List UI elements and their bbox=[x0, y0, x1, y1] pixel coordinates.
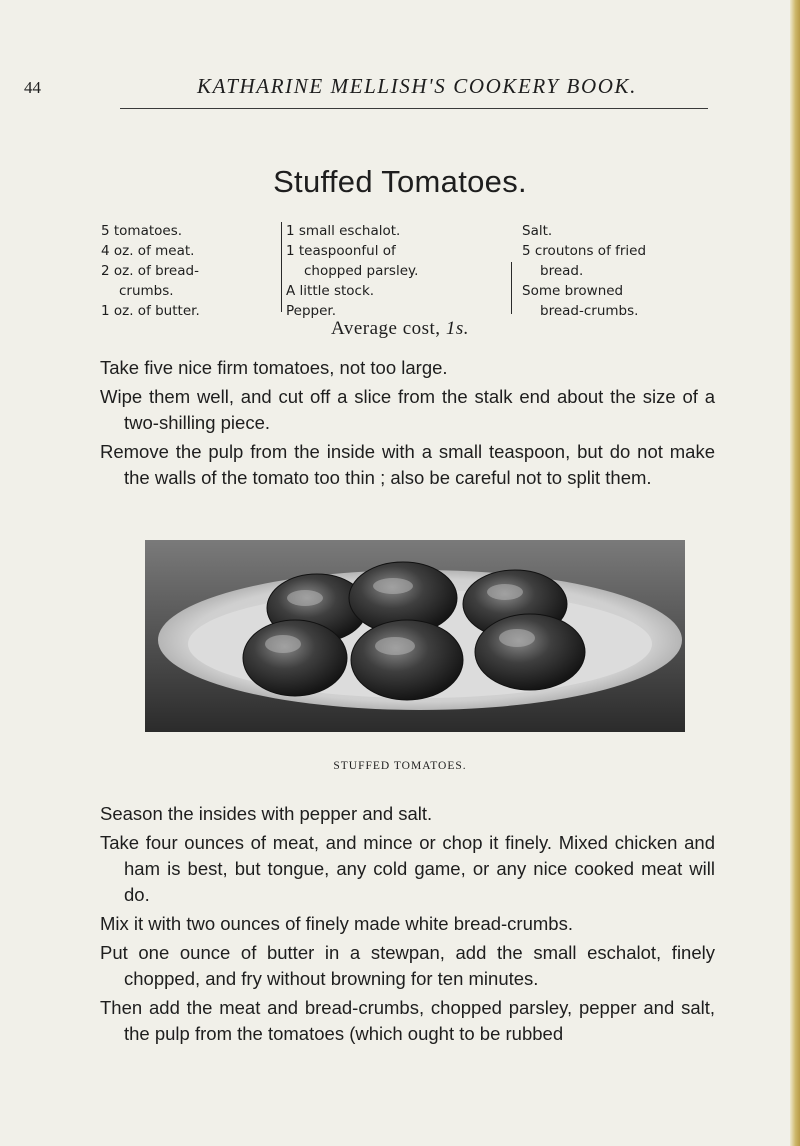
page-header bbox=[0, 74, 800, 104]
ingredient-line: Pepper. bbox=[286, 303, 337, 319]
method-step: Mix it with two ounces of finely made white bread-crumbs. bbox=[100, 913, 573, 934]
header-rule bbox=[120, 108, 708, 109]
ingredient-line: 1 teaspoonful of bbox=[286, 243, 396, 259]
ingredient-line: bread-crumbs. bbox=[540, 303, 639, 319]
column-separator bbox=[281, 222, 282, 312]
ingredient-line: Salt. bbox=[522, 223, 553, 239]
method-step: Wipe them well, and cut off a slice from the stalk end about the size of a two-shilling piece. bbox=[100, 386, 715, 433]
method-step: Then add the meat and bread-crumbs, chopped parsley, pepper and salt, the pulp from the tomatoes (which ought to be rubbed bbox=[100, 997, 715, 1044]
ingredients-column-2 bbox=[286, 221, 418, 321]
ingredient-line: 2 oz. of bread- bbox=[101, 263, 199, 279]
method-before-image bbox=[100, 355, 715, 494]
cost-value: 1s. bbox=[445, 318, 469, 339]
ingredient-line: Some browned bbox=[522, 283, 624, 299]
page-number: 44 bbox=[24, 78, 41, 97]
ingredient-line: A little stock. bbox=[286, 283, 375, 299]
ingredient-line: bread. bbox=[540, 263, 584, 279]
method-step: Put one ounce of butter in a stewpan, add the small eschalot, finely chopped, and fry without browning for ten minutes. bbox=[100, 942, 715, 989]
column-separator bbox=[511, 262, 512, 314]
ingredient-line: crumbs. bbox=[119, 283, 174, 299]
recipe-title: Stuffed Tomatoes. bbox=[273, 164, 527, 199]
method-step: Take four ounces of meat, and mince or chop it finely. Mixed chicken and ham is best, but tongue, any cold game, or any nice cooked meat will do. bbox=[100, 832, 715, 905]
average-cost bbox=[0, 318, 800, 340]
running-head: KATHARINE MELLISH'S COOKERY BOOK. bbox=[197, 74, 637, 98]
ingredients-column-1 bbox=[101, 221, 200, 321]
ingredient-line: 1 oz. of butter. bbox=[101, 303, 200, 319]
ingredient-line: 4 oz. of meat. bbox=[101, 243, 195, 259]
figure-caption: STUFFED TOMATOES. bbox=[333, 760, 467, 772]
method-step: Season the insides with pepper and salt. bbox=[100, 803, 433, 824]
method-step: Take five nice firm tomatoes, not too large. bbox=[100, 357, 448, 378]
ingredient-line: 5 croutons of fried bbox=[522, 243, 647, 259]
ingredients-column-3 bbox=[522, 221, 646, 321]
method-after-image bbox=[100, 801, 715, 1050]
cost-label: Average cost, bbox=[331, 318, 441, 339]
ingredient-line: 1 small eschalot. bbox=[286, 223, 401, 239]
ingredient-line: chopped parsley. bbox=[304, 263, 419, 279]
method-step: Remove the pulp from the inside with a small teaspoon, but do not make the walls of the tomato too thin ; also be careful not to split them. bbox=[100, 441, 715, 488]
stuffed-tomatoes-photo bbox=[145, 540, 685, 732]
ingredient-line: 5 tomatoes. bbox=[101, 223, 183, 239]
